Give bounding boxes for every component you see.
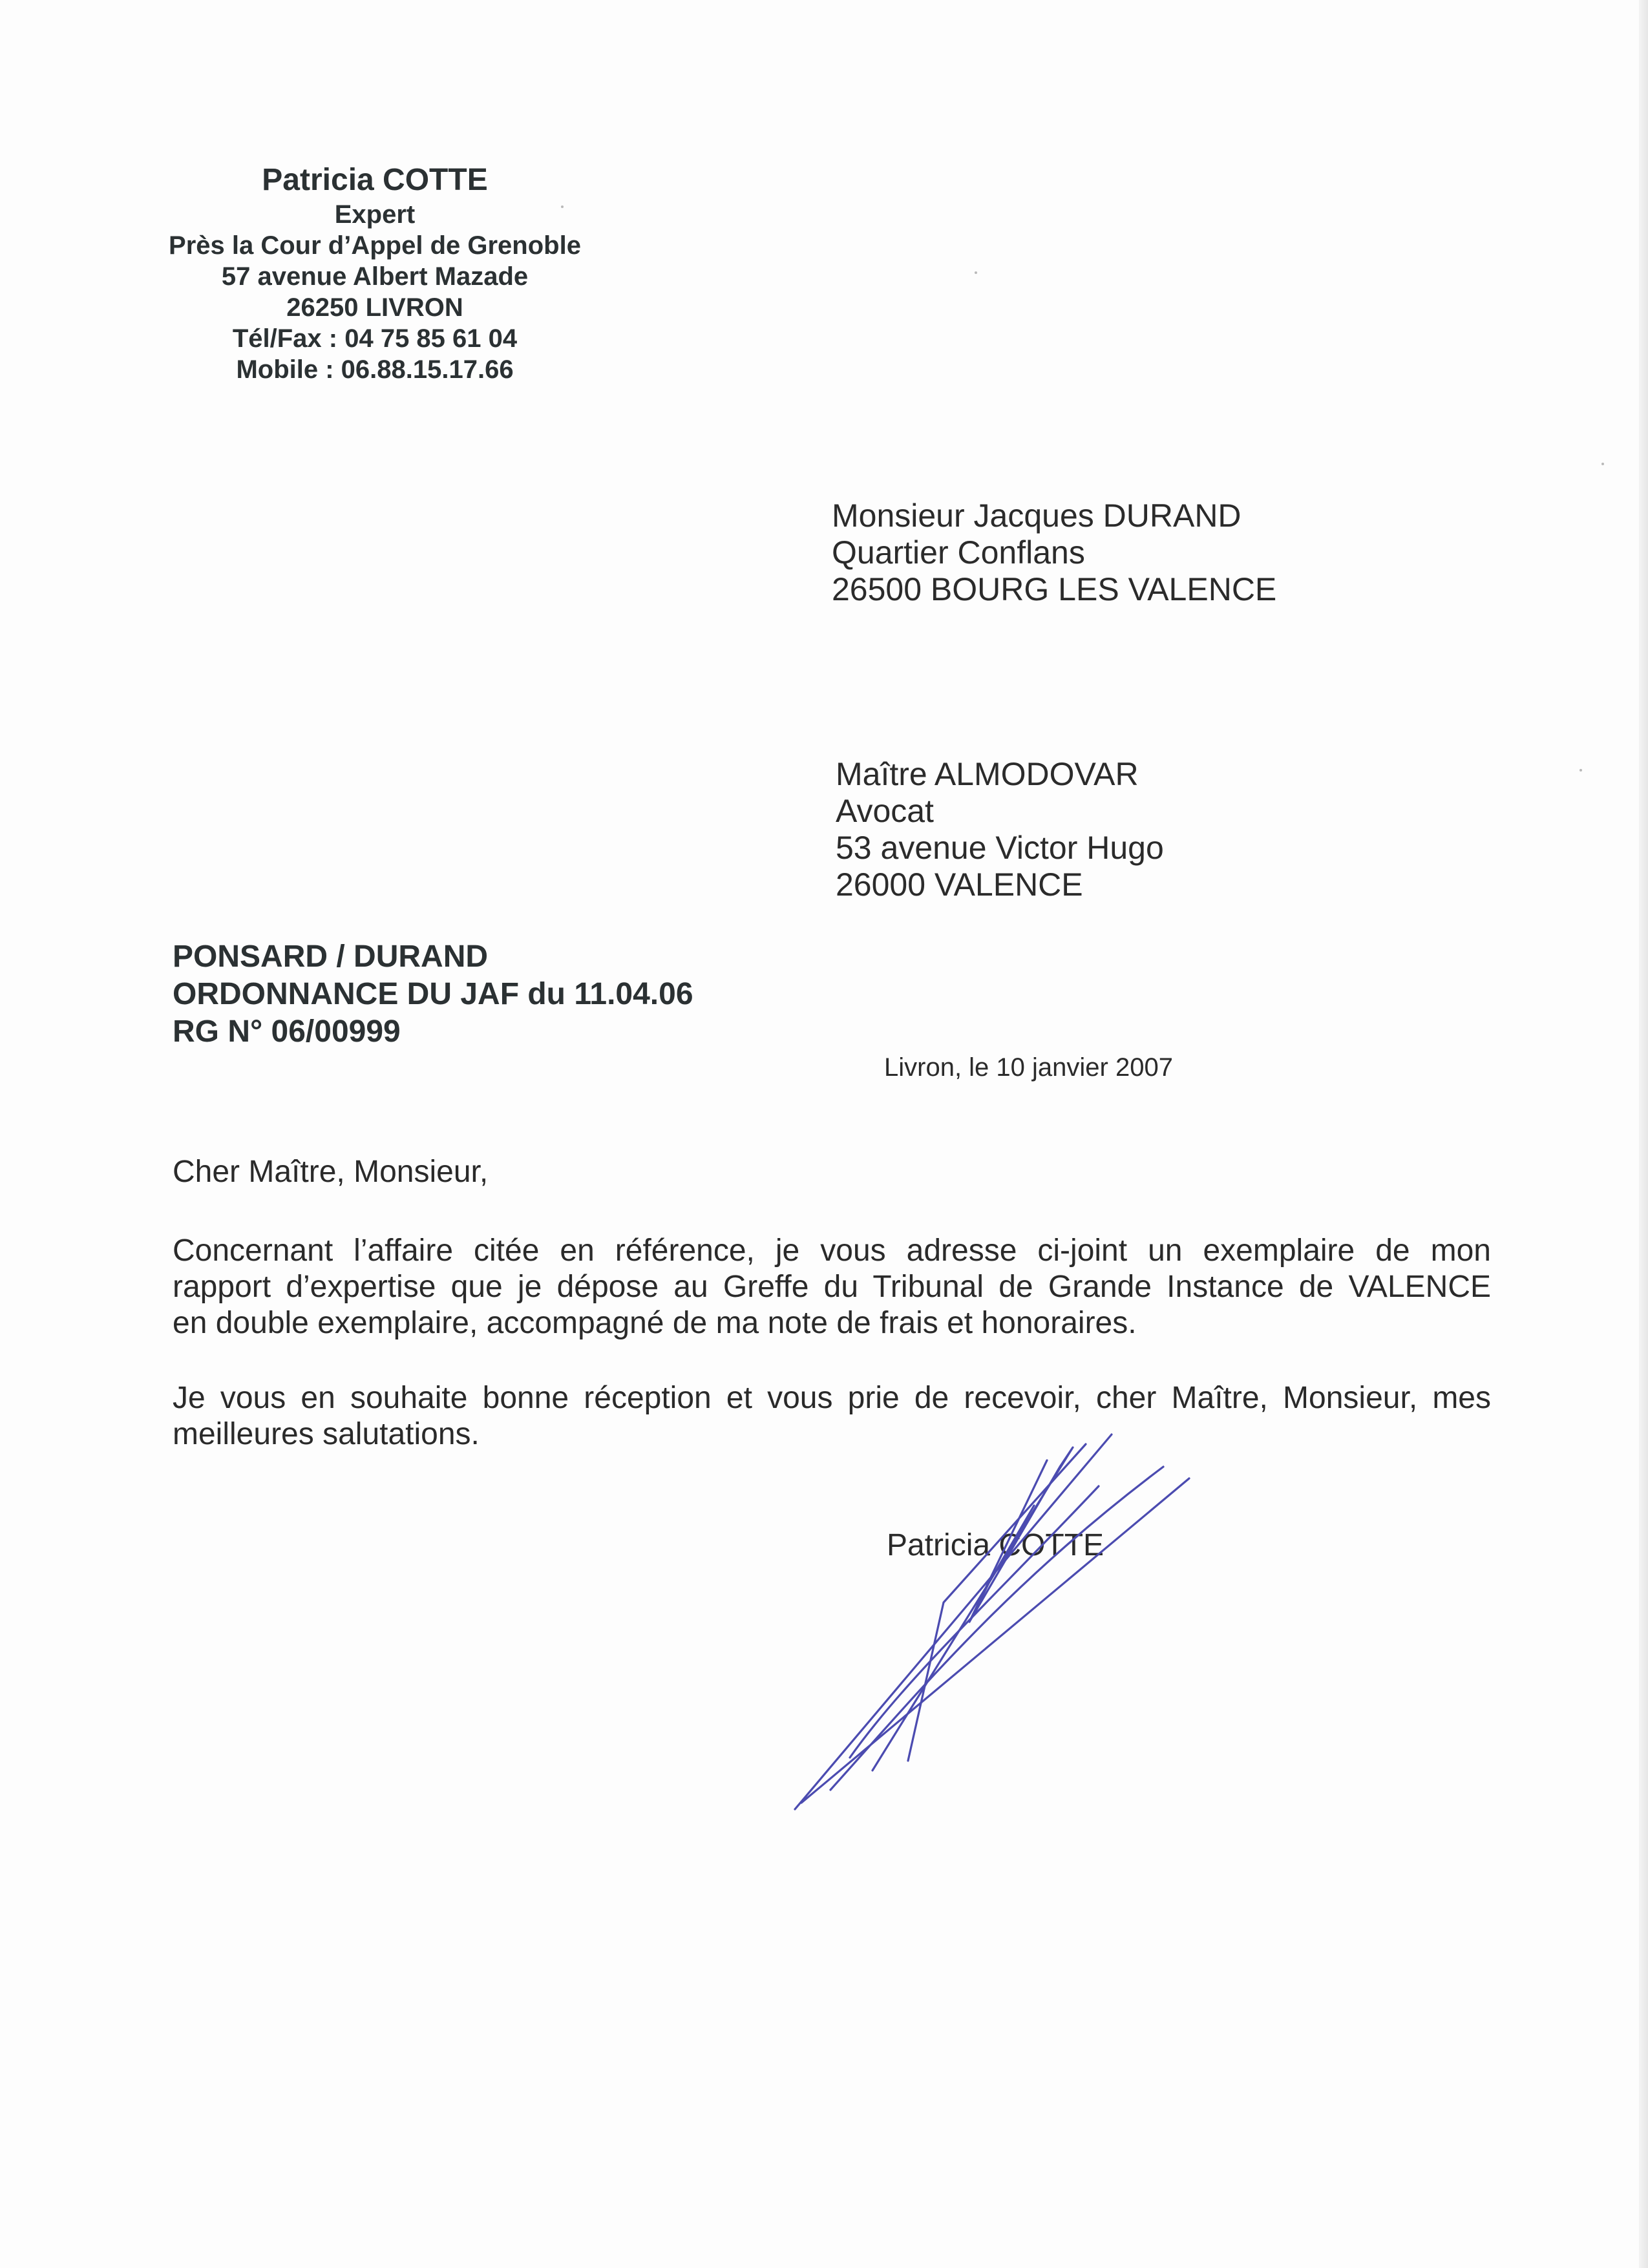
body-paragraph-1 — [173, 1233, 1491, 1341]
recipient-address-line: 53 avenue Victor Hugo — [836, 830, 1164, 866]
signature-stroke — [801, 1478, 1189, 1803]
recipient-address-line: Quartier Conflans — [832, 534, 1085, 571]
signature-name: Patricia COTTE — [887, 1528, 1104, 1562]
sender-block — [116, 162, 633, 385]
paragraph-line: meilleures salutations. — [173, 1417, 480, 1451]
paragraph-line: rapport d’expertise que je dépose au Greffe du Tribunal de Grande Instance de VALENCE — [173, 1270, 1491, 1304]
signature-stroke — [850, 1486, 1099, 1758]
reference-rg-number: RG N° 06/00999 — [173, 1014, 401, 1049]
signature-stroke — [830, 1467, 1163, 1790]
recipient-city-line: 26000 VALENCE — [836, 866, 1083, 903]
case-reference — [173, 938, 693, 1051]
reference-ordonnance: ORDONNANCE DU JAF du 11.04.06 — [173, 977, 693, 1011]
recipient-almodovar — [836, 756, 1164, 903]
sender-address: 57 avenue Albert Mazade — [221, 262, 529, 291]
recipient-name: Maître ALMODOVAR — [836, 756, 1139, 792]
scan-speck — [561, 205, 564, 208]
paragraph-line: Je vous en souhaite bonne réception et vous prie de recevoir, cher Maître, Monsieur, mes — [173, 1381, 1491, 1415]
signature-stroke — [872, 1447, 1073, 1770]
recipient-profession: Avocat — [836, 793, 934, 829]
handwritten-signature — [776, 1409, 1196, 1829]
signature-stroke — [795, 1434, 1112, 1809]
paragraph-line: en double exemplaire, accompagné de ma note de frais et honoraires. — [173, 1306, 1137, 1340]
sender-court: Près la Cour d’Appel de Grenoble — [169, 231, 581, 260]
sender-name: Patricia COTTE — [262, 163, 488, 197]
scan-speck — [1601, 463, 1604, 465]
sender-city: 26250 LIVRON — [286, 293, 463, 322]
letter-date: Livron, le 10 janvier 2007 — [884, 1053, 1173, 1082]
recipient-durand — [832, 498, 1276, 608]
scan-edge-shadow — [1639, 0, 1648, 2268]
paragraph-line: Concernant l’affaire citée en référence, je vous adresse ci-joint un exemplaire de mon — [173, 1234, 1491, 1268]
reference-parties: PONSARD / DURAND — [173, 940, 489, 974]
recipient-name: Monsieur Jacques DURAND — [832, 498, 1241, 534]
recipient-city-line: 26500 BOURG LES VALENCE — [832, 571, 1277, 607]
sender-mobile: Mobile : 06.88.15.17.66 — [236, 355, 514, 384]
scan-speck — [975, 271, 977, 274]
sender-title: Expert — [334, 200, 416, 229]
signature-stroke — [908, 1444, 1086, 1761]
scan-speck — [1579, 769, 1582, 772]
salutation: Cher Maître, Monsieur, — [173, 1155, 489, 1189]
sender-phone-fax: Tél/Fax : 04 75 85 61 04 — [232, 324, 518, 353]
